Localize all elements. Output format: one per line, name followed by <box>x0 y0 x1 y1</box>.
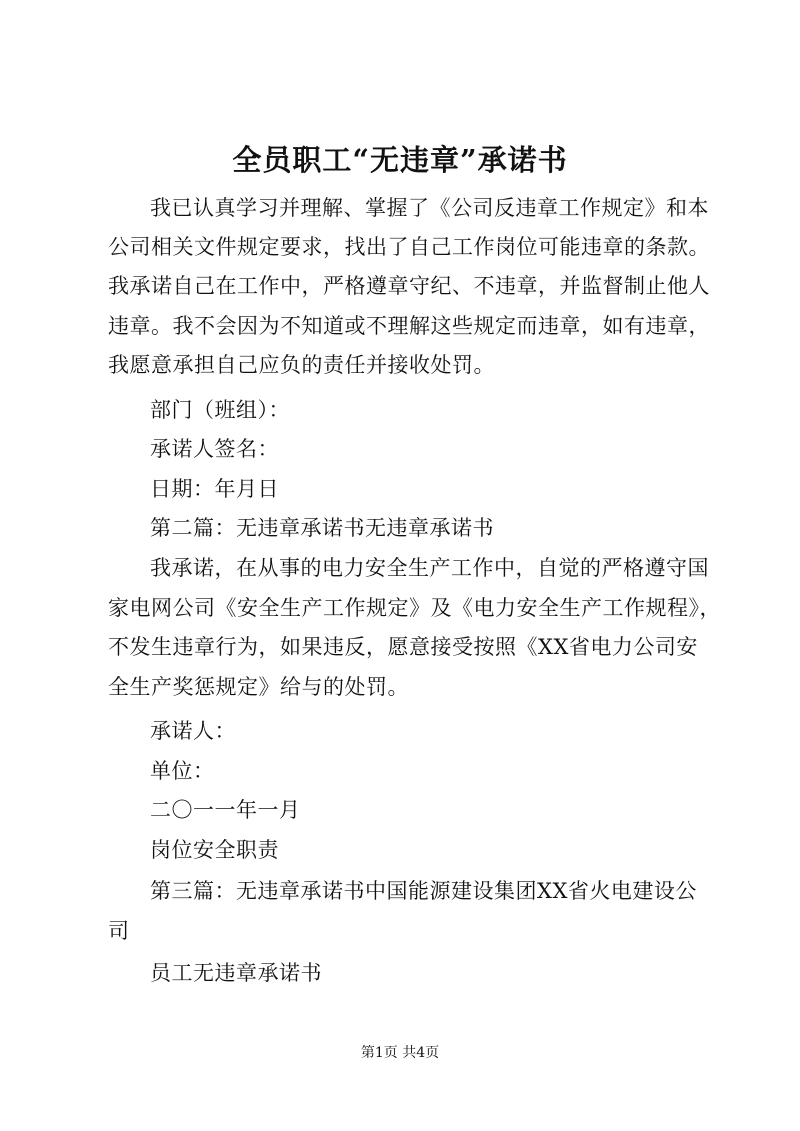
document-title: 全员职工“无违章”承诺书 <box>232 143 568 177</box>
section-heading: 第二篇：无违章承诺书无违章承诺书 <box>150 516 494 540</box>
section-heading: 第三篇：无违章承诺书中国能源建设集团XX省火电建设公 <box>150 879 697 903</box>
paragraph-line: 违章。我不会因为不知道或不理解这些规定而违章，如有违章， <box>108 314 710 338</box>
paragraph-line: 不发生违章行为，如果违反，愿意接受按照《XX省电力公司安 <box>108 635 698 659</box>
paragraph-line: 我承诺，在从事的电力安全生产工作中，自觉的严格遵守国 <box>150 556 709 580</box>
paragraph-line: 我愿意承担自己应负的责任并接收处罚。 <box>108 353 495 377</box>
paragraph-line: 我承诺自己在工作中，严格遵章守纪、不违章，并监督制止他人 <box>108 274 710 298</box>
page-footer: 第1页 共4页 <box>360 1045 440 1061</box>
subheading-line: 员工无违章承诺书 <box>150 961 322 985</box>
promisor-line: 承诺人： <box>150 719 236 743</box>
heading-line: 岗位安全职责 <box>150 838 279 862</box>
unit-line: 单位： <box>150 759 215 783</box>
section-heading-continued: 司 <box>108 919 130 943</box>
paragraph-line: 全生产奖惩规定》给与的处罚。 <box>108 675 409 699</box>
date-line: 二〇一一年一月 <box>150 798 301 822</box>
date-line: 日期：年月日 <box>150 477 279 501</box>
paragraph-line: 家电网公司《安全生产工作规定》及《电力安全生产工作规程》， <box>108 596 721 620</box>
paragraph-line: 公司相关文件规定要求，找出了自己工作岗位可能违章的条款。 <box>108 235 710 259</box>
department-line: 部门（班组）： <box>150 398 290 422</box>
signature-line: 承诺人签名： <box>150 437 279 461</box>
paragraph-line: 我已认真学习并理解、掌握了《公司反违章工作规定》和本 <box>150 196 709 220</box>
